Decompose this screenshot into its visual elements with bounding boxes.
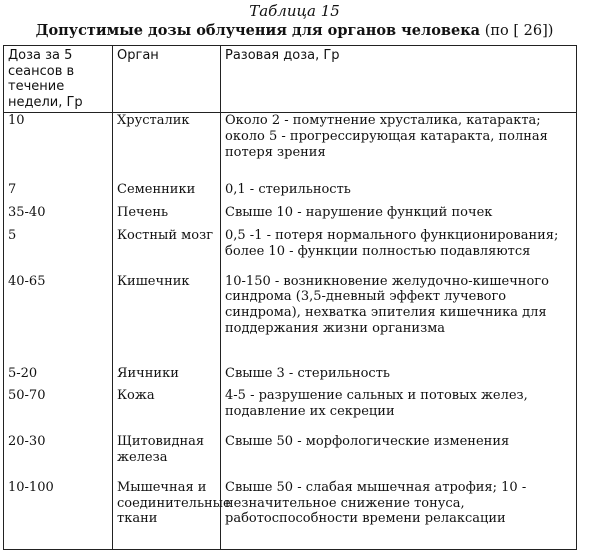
single-dose-cell: Свыше 50 - слабая мышечная атрофия; 10 - незначительное снижение тонуса, работоспособности времени релаксации (221, 480, 577, 550)
dose-cell: 5 (4, 228, 113, 274)
table-header-row (4, 46, 577, 113)
organ-cell: Семенники (113, 182, 221, 205)
dose-cell: 10-100 (4, 480, 113, 550)
table-row (4, 480, 577, 550)
organ-cell: Печень (113, 205, 221, 228)
dose-cell: 35-40 (4, 205, 113, 228)
table-row (4, 274, 577, 366)
single-dose-cell: 10-150 - возникновение желудочно-кишечного синдрома (3,5-дневный эффект лучевого синдрома), нехватка эпителия кишечника для поддержания жизни организма (221, 274, 577, 366)
single-dose-cell: Около 2 - помутнение хрусталика, катаракта; около 5 - прогрессирующая катаракта, полная потеря зрения (221, 113, 577, 182)
dose-cell: 40-65 (4, 274, 113, 366)
organ-cell: Хрусталик (113, 113, 221, 182)
organ-cell: Кишечник (113, 274, 221, 366)
header-organ: Орган (113, 46, 221, 113)
dose-cell: 50-70 (4, 388, 113, 434)
table-title (0, 22, 589, 40)
table-caption: Таблица 15 (249, 2, 340, 20)
table-row (4, 434, 577, 480)
dose-cell: 20-30 (4, 434, 113, 480)
single-dose-cell: 0,5 -1 - потеря нормального функционирования; более 10 - функции полностью подавляются (221, 228, 577, 274)
table-row (4, 113, 577, 182)
organ-cell: Мышечная и соединительные ткани (113, 480, 221, 550)
single-dose-cell: Свыше 3 - стерильность (221, 366, 577, 389)
table-title-reference: (по [ 26]) (484, 23, 554, 39)
single-dose-cell: Свыше 50 - морфологические изменения (221, 434, 577, 480)
table-row (4, 228, 577, 274)
table-row (4, 366, 577, 389)
table-row (4, 182, 577, 205)
organ-cell: Щитовидная железа (113, 434, 221, 480)
single-dose-cell: 0,1 - стерильность (221, 182, 577, 205)
table-title-main: Допустимые дозы облучения для органов человека (35, 22, 481, 39)
organ-cell: Костный мозг (113, 228, 221, 274)
doses-table (3, 45, 577, 550)
header-single-dose: Разовая доза, Гр (221, 46, 577, 113)
single-dose-cell: 4-5 - разрушение сальных и потовых желез, подавление их секреции (221, 388, 577, 434)
table-row (4, 388, 577, 434)
table-row (4, 205, 577, 228)
dose-cell: 7 (4, 182, 113, 205)
header-dose-5-sessions: Доза за 5 сеансов в течение недели, Гр (4, 46, 113, 113)
dose-cell: 5-20 (4, 366, 113, 389)
organ-cell: Яичники (113, 366, 221, 389)
dose-cell: 10 (4, 113, 113, 182)
single-dose-cell: Свыше 10 - нарушение функций почек (221, 205, 577, 228)
organ-cell: Кожа (113, 388, 221, 434)
